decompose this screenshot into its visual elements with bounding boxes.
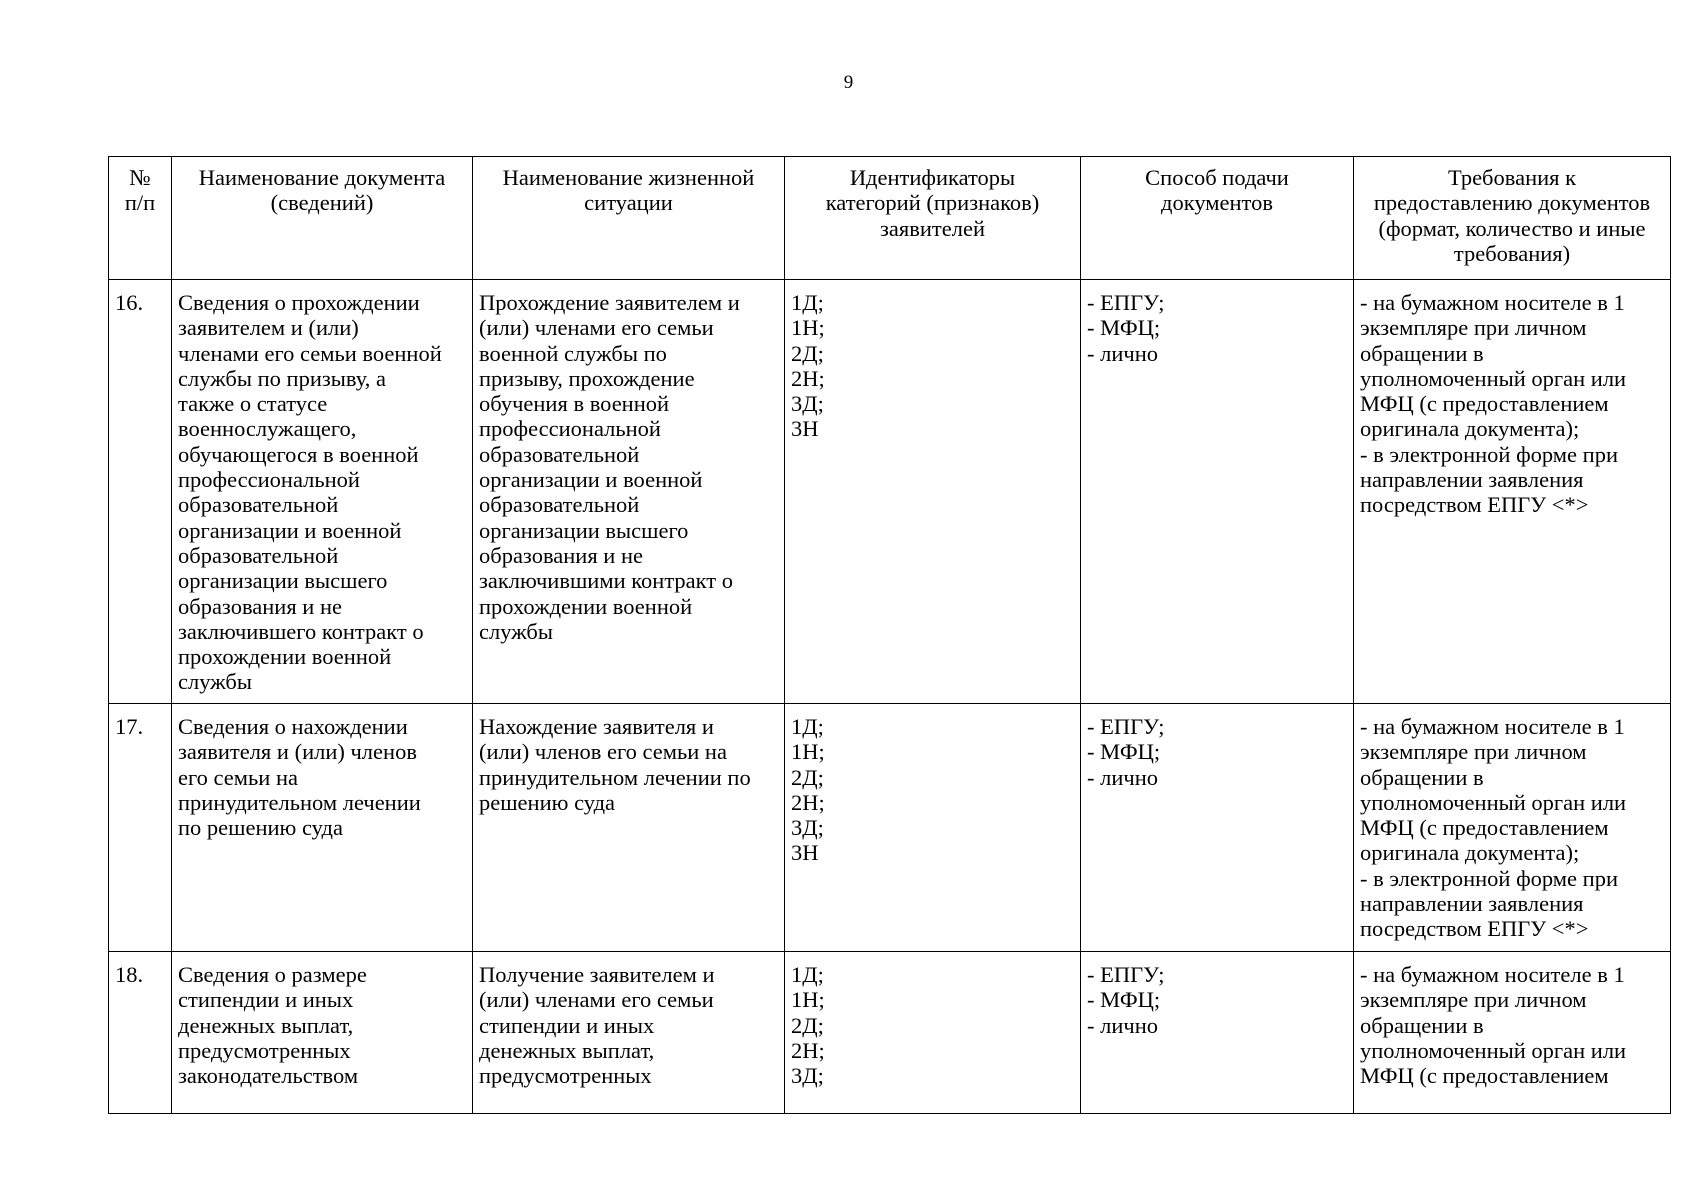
cell-text-line: образовательной bbox=[479, 492, 640, 518]
header-life-situation bbox=[473, 157, 785, 280]
identifiers-cell bbox=[785, 952, 1081, 1114]
cell-text-line: (или) членов его семьи на bbox=[479, 739, 727, 765]
cell-text-line: заявителем и (или) bbox=[178, 315, 359, 341]
submission-method-cell bbox=[1081, 952, 1354, 1114]
cell-text-line: - на бумажном носителе в 1 bbox=[1360, 290, 1625, 315]
cell-text-line: прохождении военной bbox=[479, 593, 693, 619]
cell-text-line: - в электронной форме при bbox=[1360, 441, 1618, 467]
cell-text-line: предусмотренных bbox=[479, 1063, 652, 1089]
cell-text-line: Сведения о размере bbox=[178, 962, 367, 987]
cell-text-line: - лично bbox=[1087, 1012, 1158, 1038]
cell-text-line: предусмотренных bbox=[178, 1037, 351, 1063]
cell-text-line: 3Н bbox=[791, 416, 819, 442]
cell-text-line: направлении заявления bbox=[1360, 467, 1584, 493]
cell-text-line: образовательной bbox=[178, 542, 339, 568]
cell-text-line: заявителя и (или) членов bbox=[178, 739, 417, 765]
cell-text-line: прохождении военной bbox=[178, 644, 392, 670]
cell-text-line: заключившими контракт о bbox=[479, 568, 734, 594]
cell-text-line: 2Н; bbox=[791, 1037, 825, 1063]
cell-text-line: экземпляре при личном bbox=[1360, 987, 1587, 1013]
requirements-cell bbox=[1354, 704, 1671, 952]
cell-text-line: профессиональной bbox=[479, 416, 661, 442]
cell-text-line: заключившего контракт о bbox=[178, 618, 424, 644]
cell-text-line: 3Н bbox=[791, 840, 819, 866]
cell-text-line: 3Д; bbox=[791, 1063, 824, 1089]
cell-text-line: законодательством bbox=[178, 1063, 359, 1089]
cell-text-line: - МФЦ; bbox=[1087, 987, 1161, 1013]
cell-text-line: образования и не bbox=[479, 542, 644, 568]
header-document-name bbox=[172, 157, 473, 280]
cell-text-line: принудительном лечении bbox=[178, 789, 421, 815]
cell-text-line: посредством ЕПГУ <*> bbox=[1360, 492, 1589, 518]
cell-text-line: денежных выплат, bbox=[479, 1037, 655, 1063]
cell-text-line: стипендии и иных bbox=[178, 987, 354, 1013]
header-number bbox=[109, 157, 172, 280]
cell-text-line: уполномоченный орган или bbox=[1360, 365, 1627, 391]
cell-text-line: членами его семьи военной bbox=[178, 340, 442, 366]
cell-text-line: решению суда bbox=[479, 789, 616, 815]
cell-text-line: МФЦ (с предоставлением bbox=[1360, 815, 1609, 841]
cell-text-line: службы bbox=[479, 618, 553, 644]
cell-text-line: военнослужащего, bbox=[178, 416, 357, 442]
cell-text-line: принудительном лечении по bbox=[479, 764, 751, 790]
cell-text-line: Требования к bbox=[1447, 165, 1577, 190]
cell-text-line: образования и не bbox=[178, 593, 343, 619]
cell-text-line: 1Н; bbox=[791, 315, 825, 341]
cell-text-line: службы bbox=[178, 669, 252, 695]
table-row bbox=[109, 280, 1671, 704]
table-row bbox=[109, 704, 1671, 952]
cell-text-line: - ЕПГУ; bbox=[1087, 962, 1165, 987]
cell-text-line: категорий (признаков) bbox=[825, 190, 1040, 216]
cell-text-line: Нахождение заявителя и bbox=[479, 714, 714, 739]
cell-text-line: - ЕПГУ; bbox=[1087, 714, 1165, 739]
cell-text-line: оригинала документа); bbox=[1360, 840, 1580, 866]
cell-text-line: уполномоченный орган или bbox=[1360, 789, 1627, 815]
cell-text-line: посредством ЕПГУ <*> bbox=[1360, 916, 1589, 942]
cell-text-line: 1Д; bbox=[791, 290, 824, 315]
cell-text-line: требования) bbox=[1453, 240, 1571, 266]
submission-method-cell bbox=[1081, 704, 1354, 952]
cell-text-line: 2Д; bbox=[791, 340, 824, 366]
cell-text-line: экземпляре при личном bbox=[1360, 739, 1587, 765]
cell-text-line: - на бумажном носителе в 1 bbox=[1360, 962, 1625, 987]
cell-text-line: ситуации bbox=[584, 190, 673, 216]
cell-text-line: направлении заявления bbox=[1360, 891, 1584, 917]
cell-text-line: 2Н; bbox=[791, 789, 825, 815]
cell-text-line: п/п bbox=[124, 190, 156, 216]
cell-text-line: обращении в bbox=[1360, 764, 1484, 790]
cell-text-line: по решению суда bbox=[178, 815, 343, 841]
cell-text-line: 2Д; bbox=[791, 1012, 824, 1038]
table-header-row bbox=[109, 157, 1671, 280]
cell-text-line: 3Д; bbox=[791, 391, 824, 417]
cell-text-line: 2Д; bbox=[791, 764, 824, 790]
cell-text-line: уполномоченный орган или bbox=[1360, 1037, 1627, 1063]
cell-text-line: 1Д; bbox=[791, 962, 824, 987]
cell-text-line: призыву, прохождение bbox=[479, 365, 695, 391]
cell-text-line: - в электронной форме при bbox=[1360, 865, 1618, 891]
cell-text-line: экземпляре при личном bbox=[1360, 315, 1587, 341]
header-identifiers bbox=[785, 157, 1081, 280]
identifiers-cell bbox=[785, 280, 1081, 704]
cell-text-line: обращении в bbox=[1360, 1012, 1484, 1038]
row-number: 18. bbox=[109, 952, 172, 1114]
cell-text-line: (формат, количество и иные bbox=[1378, 215, 1646, 241]
cell-text-line: 3Д; bbox=[791, 815, 824, 841]
header-requirements bbox=[1354, 157, 1671, 280]
cell-text-line: Прохождение заявителем и bbox=[479, 290, 740, 315]
cell-text-line: - ЕПГУ; bbox=[1087, 290, 1165, 315]
document-name-cell bbox=[172, 704, 473, 952]
cell-text-line: (или) членами его семьи bbox=[479, 987, 714, 1013]
cell-text-line: денежных выплат, bbox=[178, 1012, 354, 1038]
cell-text-line: документов bbox=[1161, 190, 1273, 216]
cell-text-line: Идентификаторы bbox=[849, 165, 1016, 190]
cell-text-line: (или) членами его семьи bbox=[479, 315, 714, 341]
cell-text-line: оригинала документа); bbox=[1360, 416, 1580, 442]
requirements-cell bbox=[1354, 280, 1671, 704]
life-situation-cell bbox=[473, 280, 785, 704]
cell-text-line: 1Д; bbox=[791, 714, 824, 739]
cell-text-line: - МФЦ; bbox=[1087, 739, 1161, 765]
cell-text-line: 1Н; bbox=[791, 739, 825, 765]
cell-text-line: 1Н; bbox=[791, 987, 825, 1013]
cell-text-line: 2Н; bbox=[791, 365, 825, 391]
cell-text-line: Сведения о нахождении bbox=[178, 714, 408, 739]
cell-text-line: Наименование жизненной bbox=[502, 165, 755, 190]
cell-text-line: - МФЦ; bbox=[1087, 315, 1161, 341]
cell-text-line: обучения в военной bbox=[479, 391, 670, 417]
table-row bbox=[109, 952, 1671, 1114]
cell-text-line: - на бумажном носителе в 1 bbox=[1360, 714, 1625, 739]
cell-text-line: предоставлению документов bbox=[1373, 190, 1651, 216]
cell-text-line: образовательной bbox=[178, 492, 339, 518]
cell-text-line: организации и военной bbox=[479, 467, 703, 493]
cell-text-line: - лично bbox=[1087, 764, 1158, 790]
cell-text-line: Наименование документа bbox=[198, 165, 446, 190]
life-situation-cell bbox=[473, 952, 785, 1114]
identifiers-cell bbox=[785, 704, 1081, 952]
cell-text-line: военной службы по bbox=[479, 340, 667, 366]
requirements-cell bbox=[1354, 952, 1671, 1114]
cell-text-line: заявителей bbox=[880, 215, 985, 241]
cell-text-line: Способ подачи bbox=[1145, 165, 1289, 190]
cell-text-line: МФЦ (с предоставлением bbox=[1360, 1063, 1609, 1089]
cell-text-line: организации высшего bbox=[178, 568, 388, 594]
row-number: 16. bbox=[109, 280, 172, 704]
cell-text-line: (сведений) bbox=[270, 190, 374, 216]
cell-text-line: - лично bbox=[1087, 340, 1158, 366]
page-number: 9 bbox=[843, 72, 854, 93]
document-name-cell bbox=[172, 280, 473, 704]
submission-method-cell bbox=[1081, 280, 1354, 704]
document-name-cell bbox=[172, 952, 473, 1114]
cell-text-line: обращении в bbox=[1360, 340, 1484, 366]
cell-text-line: организации и военной bbox=[178, 517, 402, 543]
cell-text-line: МФЦ (с предоставлением bbox=[1360, 391, 1609, 417]
cell-text-line: его семьи на bbox=[178, 764, 298, 790]
header-submission-method bbox=[1081, 157, 1354, 280]
documents-table bbox=[108, 156, 1671, 1114]
cell-text-line: образовательной bbox=[479, 441, 640, 467]
life-situation-cell bbox=[473, 704, 785, 952]
cell-text-line: профессиональной bbox=[178, 467, 360, 493]
cell-text-line: также о статусе bbox=[178, 391, 328, 417]
cell-text-line: организации высшего bbox=[479, 517, 689, 543]
cell-text-line: обучающегося в военной bbox=[178, 441, 419, 467]
cell-text-line: стипендии и иных bbox=[479, 1012, 655, 1038]
cell-text-line: Сведения о прохождении bbox=[178, 290, 420, 315]
cell-text-line: службы по призыву, а bbox=[178, 365, 386, 391]
cell-text-line: Получение заявителем и bbox=[479, 962, 715, 987]
cell-text-line: № bbox=[129, 165, 151, 190]
row-number: 17. bbox=[109, 704, 172, 952]
